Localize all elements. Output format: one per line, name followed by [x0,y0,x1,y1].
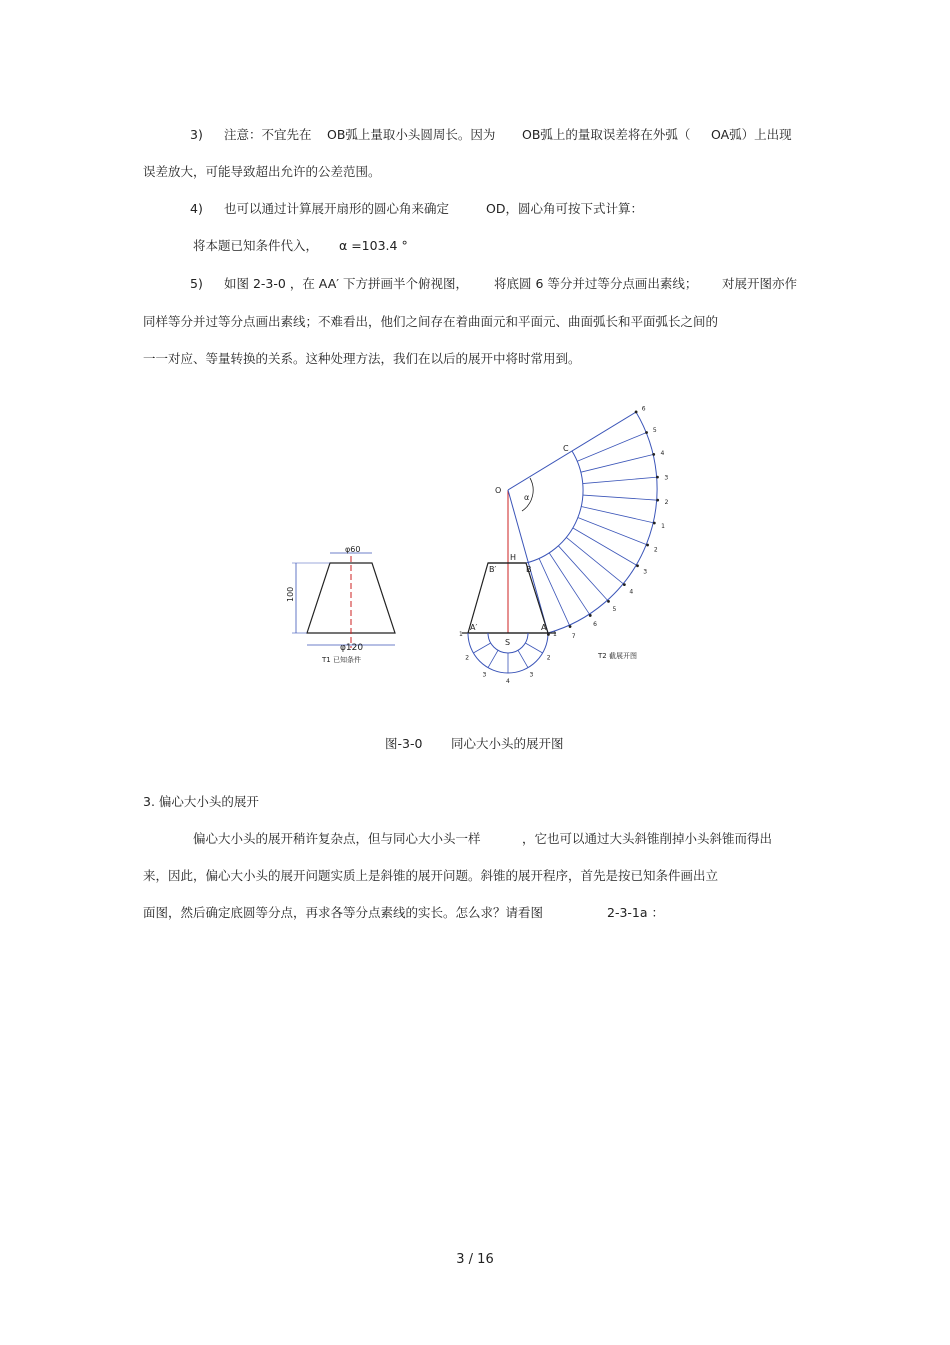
half-circle-number: 2 [546,654,551,662]
p5-seg3: 对展开图亦作 [722,276,798,291]
left-figure-caption: T1 已知条件 [322,656,361,664]
arc-number: 1 [661,522,665,530]
division-point [656,476,659,479]
height-label: 100 [286,586,295,602]
element-line [581,506,654,522]
half-circle-number: 1 [459,631,463,638]
p3-line2: 误差放大，可能导致超出允许的公差范围。 [143,164,381,179]
division-point [653,522,656,525]
arc-number: 4 [629,588,634,596]
p3-seg4: OA弧）上出现 [711,127,792,142]
half-circle-division-line [518,650,528,667]
division-point [646,544,649,547]
label-H: H [510,553,517,562]
division-point [652,453,655,456]
p5-seg2: 将底圆 6 等分并过等分点画出素线； [494,276,698,291]
p6-seg2: ，它也可以通过大头斜锥削掉小头斜锥而得出 [522,831,773,846]
division-point [589,614,592,617]
p4-seg1: 也可以通过计算展开扇形的圆心角来确定 [224,201,450,216]
p3-seg2: OB弧上量取小头圆周长。因为 [327,127,496,142]
division-point [569,625,572,628]
arc-number: 3 [664,474,669,482]
p4-num: 4) [190,201,203,216]
arc-number: 7 [571,632,576,640]
p6-line3b: 2-3-1a ： [607,905,665,920]
page-number: 3 / 16 [456,1252,494,1267]
p3-seg3: OB弧上的量取误差将在外弧（ [522,127,691,142]
label-C: C [563,444,569,453]
p5-line3: 一一对应、等量转换的关系。这种处理方法，我们在以后的展开中将时常用到。 [143,351,581,366]
arc-number: 4 [660,450,665,458]
element-line [583,495,658,500]
label-B-prime: B′ [489,565,497,574]
half-circle-division-line [488,650,498,667]
element-line [581,454,654,472]
half-circle-number: 2 [465,654,470,662]
right-figure-caption: T2 截展开图 [598,652,637,660]
arc-number: 2 [653,546,658,554]
division-point [656,499,659,502]
element-line [577,432,646,461]
p5-num: 5) [190,276,203,291]
half-circle-number: 3 [529,671,534,679]
label-A-prime: A′ [470,623,478,632]
formula-intro: 将本题已知条件代入， [193,238,319,253]
formula-result: α =103.4 ° [339,238,408,253]
p3-num: 3) [190,127,203,142]
division-point [623,583,626,586]
known-conditions-drawing [292,553,395,648]
label-A: A [541,623,547,632]
element-line [578,517,648,544]
development-drawing [462,412,658,673]
inner-arc [526,451,583,563]
element-lines [539,432,658,626]
division-point [636,564,639,567]
arc-number: 2 [664,498,669,506]
label-B: B [526,565,532,574]
arc-number: 6 [593,620,598,628]
element-line [566,537,624,584]
division-point [645,431,648,434]
half-circle-number: 4 [506,678,510,685]
element-line [558,546,608,602]
division-point [607,600,610,603]
half-circle-division-line [473,643,490,653]
arc-number: 5 [652,427,657,435]
figure-caption-number: 图-3-0 [385,736,423,751]
half-top-view-division-lines [473,643,542,673]
element-line [583,477,658,483]
top-diameter-label: φ60 [345,545,361,554]
p4-seg2: OD，圆心角可按下式计算： [486,201,643,216]
arc-number: 6 [641,405,646,413]
label-alpha: α [524,493,530,502]
arc-number: 5 [612,606,617,614]
label-S: S [505,638,511,647]
p6-line2: 来，因此，偏心大小头的展开问题实质上是斜锥的展开问题。斜锥的展开程序，首先是按已知条件画出立 [143,868,719,883]
p6-seg1: 偏心大小头的展开稍许复杂点，但与同心大小头一样 [193,831,481,846]
half-circle-number: 1 [553,631,557,638]
p3-seg1: 注意：不宜先在 [224,127,312,142]
p5-seg1: 如图 2-3-0 ，在 AA′ 下方拼画半个俯视图， [224,276,469,291]
p5-line2: 同样等分并过等分点画出素线；不难看出，他们之间存在着曲面元和平面元、曲面弧长和平面弧长之间的 [143,314,719,329]
element-line [549,553,590,616]
p6-line3a: 面图，然后确定底圆等分点，再求各等分点素线的实长。怎么求？请看图 [143,905,544,920]
division-point [547,633,550,636]
division-point [635,411,638,414]
arc-number: 3 [643,568,648,576]
element-line [573,528,638,566]
label-O: O [495,486,502,495]
section-title: 3. 偏心大小头的展开 [143,794,259,809]
bottom-diameter-label: φ120 [340,643,364,653]
half-circle-division-line [525,643,542,653]
figure-caption-text: 同心大小头的展开图 [451,736,564,751]
half-circle-number: 3 [482,671,487,679]
